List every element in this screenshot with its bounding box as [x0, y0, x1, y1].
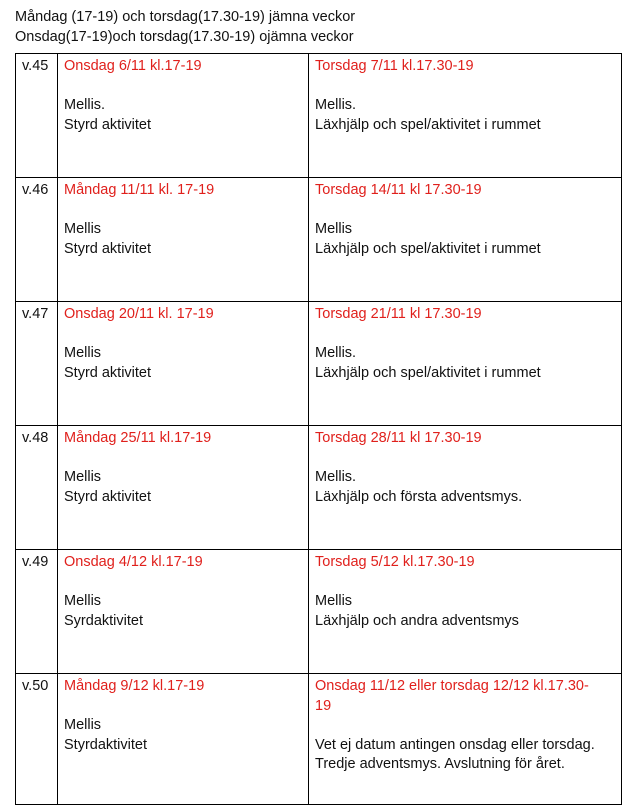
session-detail: Läxhjälp och spel/aktivitet i rummet	[315, 116, 541, 133]
schedule-table	[15, 53, 622, 805]
session-detail: Tredje adventsmys. Avslutning för året.	[315, 756, 565, 772]
session-date: Torsdag 7/11 kl.17.30-19	[315, 58, 474, 74]
session-detail: Styrd aktivitet	[64, 240, 152, 257]
session-detail: Vet ej datum antingen onsdag eller torsdag.	[315, 736, 595, 753]
second-session-cell	[309, 302, 622, 426]
table-row	[16, 426, 622, 550]
session-detail: Syrdaktivitet	[64, 612, 143, 629]
session-detail: Mellis	[64, 469, 102, 485]
week-cell: v.46	[16, 178, 58, 302]
session-detail: Mellis	[315, 593, 353, 609]
session-date: Måndag 25/11 kl.17-19	[64, 430, 212, 446]
first-session-cell	[58, 54, 309, 178]
week-cell: v.50	[16, 674, 58, 805]
session-detail: Läxhjälp och spel/aktivitet i rummet	[315, 364, 541, 381]
table-row	[16, 550, 622, 674]
second-session-cell	[309, 178, 622, 302]
session-detail: Mellis	[315, 221, 353, 237]
session-detail: Mellis.	[315, 469, 357, 485]
session-date: Måndag 9/12 kl.17-19	[64, 678, 205, 694]
table-row	[16, 178, 622, 302]
session-date: Torsdag 28/11 kl 17.30-19	[315, 430, 482, 446]
session-detail: Styrd aktivitet	[64, 488, 152, 505]
first-session-cell	[58, 674, 309, 805]
first-session-cell	[58, 550, 309, 674]
session-date: Torsdag 21/11 kl 17.30-19	[315, 306, 482, 322]
second-session-cell	[309, 550, 622, 674]
week-cell: v.48	[16, 426, 58, 550]
table-row	[16, 302, 622, 426]
schedule-heading	[15, 7, 355, 47]
week-cell: v.47	[16, 302, 58, 426]
table-row	[16, 674, 622, 805]
session-date: Torsdag 14/11 kl 17.30-19	[315, 182, 482, 198]
session-detail: Läxhjälp och första adventsmys.	[315, 488, 523, 505]
session-detail: Läxhjälp och spel/aktivitet i rummet	[315, 240, 541, 257]
session-detail: Mellis.	[315, 97, 357, 113]
heading-line-even-weeks: Måndag (17-19) och torsdag(17.30-19) jämna veckor	[15, 9, 356, 25]
session-detail: Mellis.	[64, 97, 106, 113]
first-session-cell	[58, 178, 309, 302]
session-detail: Styrd aktivitet	[64, 116, 152, 133]
session-detail: Mellis	[64, 221, 102, 237]
session-date: Onsdag 4/12 kl.17-19	[64, 554, 203, 570]
session-detail: Mellis	[64, 717, 102, 733]
session-date: 19	[315, 697, 332, 714]
second-session-cell	[309, 674, 622, 805]
session-date: Onsdag 20/11 kl. 17-19	[64, 306, 214, 322]
session-date: Onsdag 11/12 eller torsdag 12/12 kl.17.30-	[315, 678, 589, 694]
session-date: Torsdag 5/12 kl.17.30-19	[315, 554, 475, 570]
week-cell: v.45	[16, 54, 58, 178]
second-session-cell	[309, 54, 622, 178]
first-session-cell	[58, 426, 309, 550]
week-cell: v.49	[16, 550, 58, 674]
heading-line-odd-weeks: Onsdag(17-19)och torsdag(17.30-19) ojämna veckor	[15, 29, 354, 45]
session-detail: Styrdaktivitet	[64, 736, 147, 753]
second-session-cell	[309, 426, 622, 550]
session-detail: Mellis	[64, 345, 102, 361]
session-detail: Mellis.	[315, 345, 357, 361]
session-date: Måndag 11/11 kl. 17-19	[64, 182, 215, 198]
session-detail: Styrd aktivitet	[64, 364, 152, 381]
first-session-cell	[58, 302, 309, 426]
session-detail: Mellis	[64, 593, 102, 609]
table-row	[16, 54, 622, 178]
session-detail: Läxhjälp och andra adventsmys	[315, 612, 519, 629]
session-date: Onsdag 6/11 kl.17-19	[64, 58, 202, 74]
